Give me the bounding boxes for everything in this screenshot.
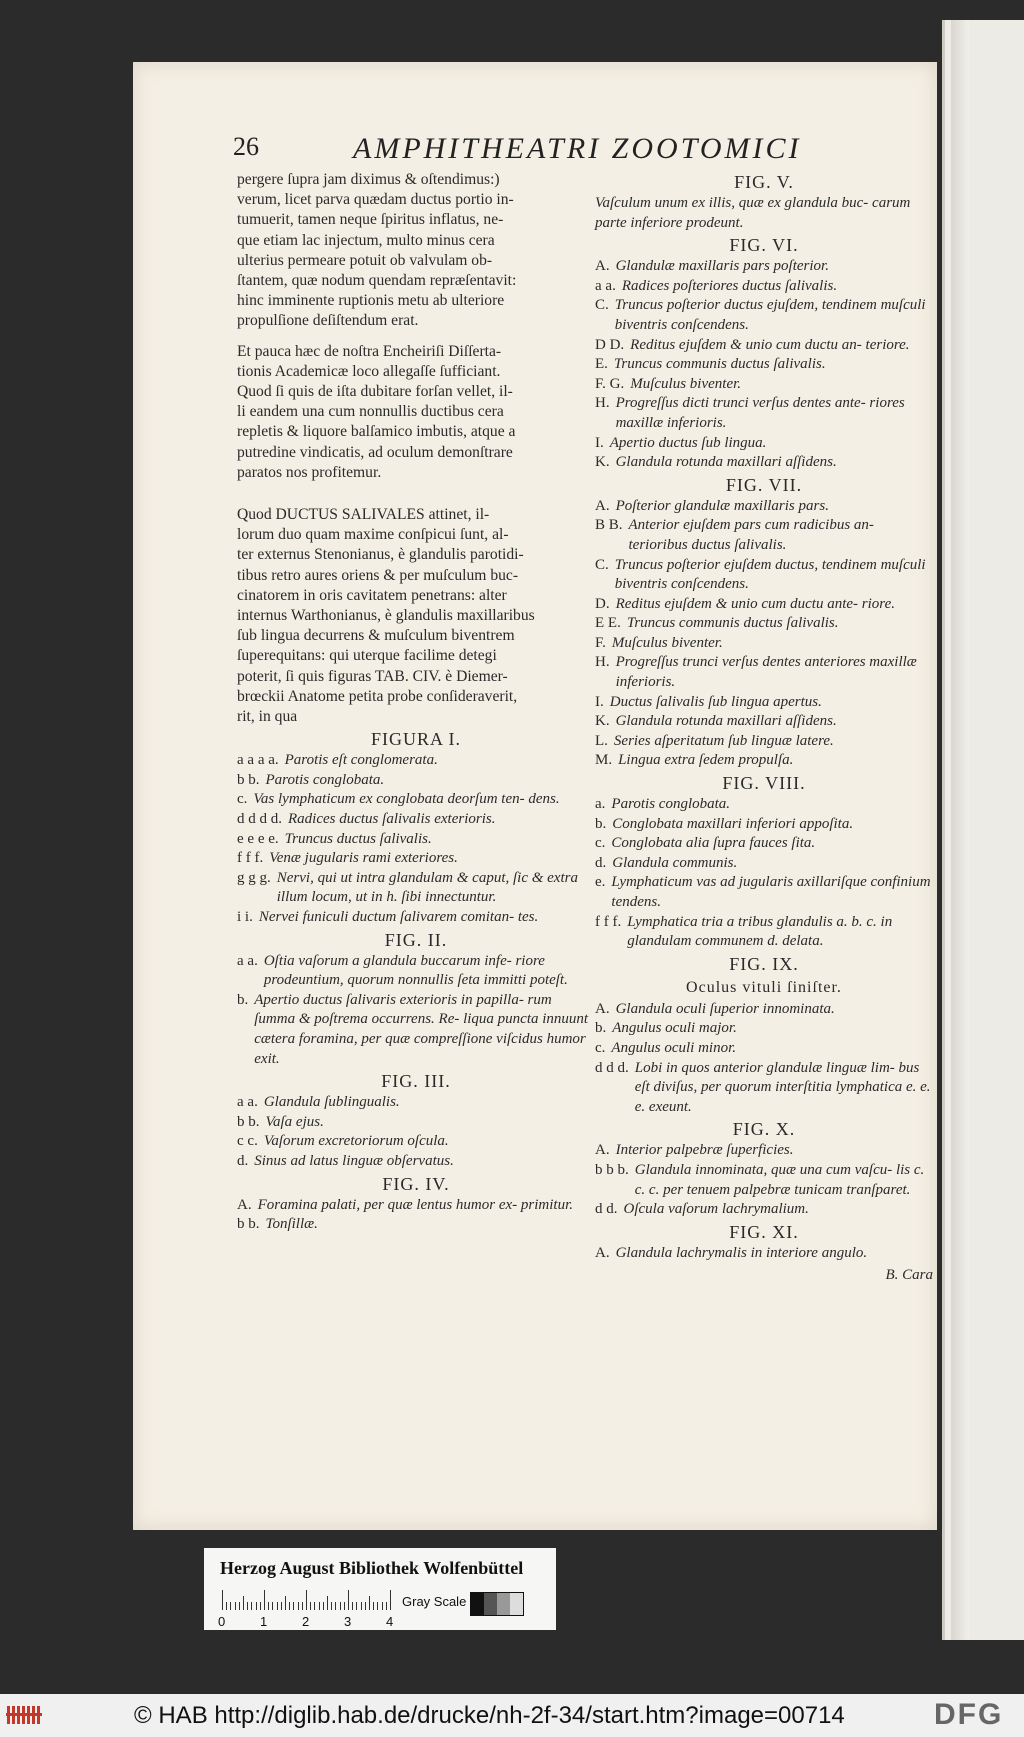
legend-entry <box>595 375 933 395</box>
ruler-tick <box>340 1602 341 1610</box>
legend-text: Series aſperitatum ſub linguæ latere. <box>613 732 834 749</box>
legend-entry <box>595 355 933 375</box>
legend-text: Poſterior glandulæ maxillaris pars. <box>615 497 829 514</box>
text-line: Quod DUCTUS SALIVALES attinet, il- <box>237 506 490 524</box>
legend-text: Glandula innominata, quæ una cum vaſcu- lis c. c. c. per tenuem palpebræ tunicam tranſparet. <box>634 1161 925 1198</box>
legend-key: d d. <box>595 1201 618 1218</box>
legend-entry <box>595 556 933 595</box>
gray-swatch <box>497 1593 510 1615</box>
legend-entry <box>237 849 595 869</box>
legend-entry <box>595 434 933 454</box>
legend-entry <box>595 1141 933 1161</box>
legend-entry <box>595 795 933 815</box>
hab-logo-icon <box>6 1704 46 1726</box>
figure-heading: FIG. VII. <box>725 474 803 495</box>
legend-entry <box>595 614 933 634</box>
book-page <box>133 62 937 1530</box>
legend-text: Tonſillæ. <box>265 1216 318 1233</box>
figure-7-block <box>595 473 933 771</box>
legend-text: Radices ductus ſalivalis exterioris. <box>288 811 496 828</box>
text-line: putredine vindicatis, ad oculum demonſtrare <box>237 443 513 461</box>
legend-key: g g g. <box>237 869 271 886</box>
legend-entry <box>237 1196 595 1216</box>
text-line: internus Warthonianus, è glandulis maxillaribus <box>237 607 535 625</box>
dfg-logo: DFG <box>934 1698 1004 1731</box>
legend-entry <box>595 751 933 771</box>
legend-entry <box>595 1161 933 1200</box>
ruler-tick <box>310 1602 311 1610</box>
legend-entry <box>595 516 933 555</box>
ruler-tick <box>239 1602 240 1610</box>
gray-scale-swatches <box>470 1592 524 1616</box>
page-number: 26 <box>233 132 259 161</box>
figure-heading: FIG. II. <box>384 929 448 950</box>
legend-entry <box>237 1152 595 1172</box>
legend-key: a a. <box>237 952 258 969</box>
fig-5-caption: Vaſculum unum ex illis, quæ ex glandula buc- carum parte inferiore prodeunt. <box>595 195 911 231</box>
figure-10-block <box>595 1117 933 1219</box>
legend-key: K. <box>595 454 610 471</box>
text-line: ſuperequitans: qui uterque facilime detegi <box>237 647 497 665</box>
legend-key: A. <box>595 258 610 275</box>
legend-key: a a. <box>237 1094 258 1111</box>
legend-text: Glandulæ maxillaris pars poſterior. <box>615 258 829 275</box>
text-line: repletis & liquore balſamico imbutis, atque a <box>237 423 516 441</box>
legend-text: Truncus poſterior ductus ejuſdem, tendinem muſculi biventris conſcendens. <box>614 297 926 333</box>
legend-key: A. <box>237 1196 252 1213</box>
legend-key: B B. <box>595 517 623 534</box>
legend-entry <box>595 1019 933 1039</box>
legend-entry <box>595 873 933 912</box>
legend-text: Vaſa ejus. <box>265 1113 324 1130</box>
legend-entry <box>595 257 933 277</box>
text-line: ſub lingua decurrens & muſculum biventrem <box>237 627 515 645</box>
legend-text: Ductus ſalivalis ſub lingua apertus. <box>609 693 822 710</box>
ruler-tick <box>235 1602 236 1610</box>
legend-key: c. <box>237 791 248 808</box>
ruler-tick <box>264 1590 265 1610</box>
fig-9-heading: FIG. IX. <box>729 953 799 974</box>
legend-key: e. <box>595 874 606 891</box>
text-line: que etiam lac injectum, multo minus cera <box>237 231 495 249</box>
legend-entry <box>237 908 595 928</box>
legend-key: b. <box>595 1020 607 1037</box>
legend-entry <box>595 854 933 874</box>
ruler-tick <box>323 1602 324 1610</box>
ruler-tick <box>369 1596 370 1610</box>
figure-heading: FIG. X. <box>732 1119 796 1140</box>
legend-key: d. <box>237 1152 249 1169</box>
legend-key: a a. <box>595 277 616 294</box>
legend-entry <box>237 810 595 830</box>
legend-entry <box>237 991 595 1069</box>
ruler-tick <box>361 1602 362 1610</box>
figure-heading: FIG. III. <box>381 1071 451 1092</box>
legend-entry <box>237 1113 595 1133</box>
legend-key: b b. <box>237 771 260 788</box>
legend-text: Truncus poſterior ejuſdem ductus, tendinem muſculi biventris conſcendens. <box>614 556 926 593</box>
text-line: ter externus Stenonianus, è glandulis parotidi- <box>237 546 524 564</box>
legend-entry <box>595 834 933 854</box>
legend-entry <box>595 693 933 713</box>
legend-key: e e e e. <box>237 830 279 847</box>
figure-4-block <box>237 1172 595 1235</box>
ruler-tick <box>344 1602 345 1610</box>
figure-heading: FIG. VI. <box>729 235 799 256</box>
legend-text: Glandula communis. <box>612 854 738 871</box>
ruler-tick <box>272 1602 273 1610</box>
figure-1-block <box>237 727 595 927</box>
facing-page-edge <box>942 20 1024 1640</box>
legend-text: Parotis conglobata. <box>611 796 731 813</box>
gray-swatch <box>510 1593 523 1615</box>
legend-key: A. <box>595 1244 610 1261</box>
legend-text: Glandula oculi ſuperior innominata. <box>615 1000 835 1017</box>
legend-key: c. <box>595 835 606 852</box>
running-head: AMPHITHEATRI ZOOTOMICI <box>353 132 802 165</box>
ruler-number: 0 <box>218 1614 226 1629</box>
text-line: hinc imminente ruptionis metu ab ulteriore <box>237 292 505 310</box>
legend-text: Apertio ductus ſalivaris exterioris in papilla- rum ſumma & poſtrema occurrens. Re- liqua puncta innuunt cætera foramina, per quæ compreſſione viſcidus humor exit. <box>254 991 589 1067</box>
ruler-tick <box>377 1602 378 1610</box>
ruler-tick <box>251 1602 252 1610</box>
legend-entry <box>595 653 933 692</box>
legend-key: H. <box>595 395 610 412</box>
ruler-tick <box>365 1602 366 1610</box>
legend-text: Angulus oculi major. <box>612 1020 737 1037</box>
legend-entry <box>595 394 933 433</box>
text-line: Quod ſi quis de iſta dubitare forſan vellet, il- <box>237 383 513 401</box>
legend-text: Oſtia vaſorum a glandula buccarum infe- riore prodeuntium, quorum nonnullis ſeta immitti poteſt. <box>263 952 568 989</box>
text-line: propulſione deſiſtendum erat. <box>237 312 419 330</box>
ruler-tick <box>348 1590 349 1610</box>
fig-9-subheading: Oculus vituli ſiniſter. <box>686 978 842 996</box>
text-line: lorum duo quam maxime conſpicui ſunt, al- <box>237 526 509 544</box>
text-line: rit, in qua <box>237 708 298 726</box>
legend-text: Reditus ejuſdem & unio cum ductu an- teriore. <box>630 336 910 353</box>
legend-text: Lymphaticum vas ad jugularis axillariſque confinium tendens. <box>611 874 931 910</box>
ruler-tick <box>256 1602 257 1610</box>
legend-text: Glandula lachrymalis in interiore angulo. <box>615 1244 868 1261</box>
legend-key: d. <box>595 854 607 871</box>
gray-scale-label: Gray Scale <box>402 1594 467 1609</box>
legend-text: Parotis conglobata. <box>265 771 385 788</box>
para-3 <box>237 505 595 727</box>
text-line: tionis Academicæ loco allegaſſe ſufficiant. <box>237 362 501 380</box>
legend-key: b. <box>595 815 607 832</box>
legend-text: Truncus communis ductus ſalivalis. <box>613 356 826 373</box>
ruler-tick <box>285 1596 286 1610</box>
legend-key: E. <box>595 356 608 373</box>
figure-heading: FIG. XI. <box>729 1221 799 1242</box>
legend-text: Apertio ductus ſub lingua. <box>609 434 767 451</box>
scale-ruler <box>222 1590 392 1610</box>
legend-key: M. <box>595 752 613 769</box>
catchword: B. Cara <box>885 1267 933 1284</box>
legend-key: E E. <box>595 615 621 632</box>
figure-2-block <box>237 928 595 1070</box>
ruler-tick <box>306 1590 307 1610</box>
gray-swatch <box>484 1593 497 1615</box>
legend-text: Muſculus biventer. <box>611 634 723 651</box>
ruler-tick <box>382 1602 383 1610</box>
text-line: li eandem una cum nonnullis ductibus cera <box>237 403 504 421</box>
legend-key: K. <box>595 713 610 730</box>
text-line: tibus retro aures oriens & per muſculum buc- <box>237 566 519 584</box>
ruler-tick <box>293 1602 294 1610</box>
legend-entry <box>595 296 933 335</box>
text-line: ulterius permeare potuit ob valvulam ob- <box>237 251 493 269</box>
legend-text: Vaſorum excretoriorum oſcula. <box>263 1133 449 1150</box>
legend-text: Progreſſus trunci verſus dentes anteriores maxillæ inferioris. <box>615 654 917 691</box>
legend-text: Lobi in quos anterior glandulæ linguæ lim- bus eſt diviſus, per quorum interſtitia lymphatica e. e. e. exeunt. <box>634 1059 931 1115</box>
figure-heading: FIG. IV. <box>382 1173 450 1194</box>
figure-heading: FIGURA I. <box>370 729 461 750</box>
legend-text: Lingua extra ſedem propulſa. <box>618 752 794 769</box>
ruler-tick <box>298 1602 299 1610</box>
legend-text: Radices poſteriores ductus ſalivalis. <box>621 277 838 294</box>
legend-entry <box>595 634 933 654</box>
ruler-number: 4 <box>386 1614 394 1629</box>
legend-text: Truncus communis ductus ſalivalis. <box>626 615 839 632</box>
legend-text: Lymphatica tria a tribus glandulis a. b. c. in glandulam communem d. delata. <box>627 913 893 950</box>
text-line: Et pauca hæc de noſtra Encheiriſi Diſſerta- <box>237 342 502 360</box>
legend-key: f f f. <box>237 850 264 867</box>
legend-key: i i. <box>237 909 253 926</box>
ruler-tick <box>230 1602 231 1610</box>
ruler-tick <box>386 1602 387 1610</box>
legend-text: Foramina palati, per quæ lentus humor ex- primitur. <box>257 1196 574 1213</box>
legend-key: b b. <box>237 1113 260 1130</box>
legend-key: L. <box>595 732 608 749</box>
ruler-number: 1 <box>260 1614 268 1629</box>
ruler-tick <box>289 1602 290 1610</box>
legend-key: C. <box>595 297 609 314</box>
legend-key: b b b. <box>595 1161 629 1178</box>
legend-text: Angulus oculi minor. <box>611 1039 737 1056</box>
legend-key: H. <box>595 654 610 671</box>
legend-entry <box>595 336 933 356</box>
legend-entry <box>237 830 595 850</box>
legend-key: d d d d. <box>237 811 282 828</box>
ruler-number: 3 <box>344 1614 352 1629</box>
ruler-tick <box>331 1602 332 1610</box>
legend-text: Glandula rotunda maxillari aſſidens. <box>615 713 837 730</box>
legend-entry <box>237 1093 595 1113</box>
para-2 <box>237 342 595 483</box>
legend-entry <box>595 1039 933 1059</box>
ruler-tick <box>356 1602 357 1610</box>
legend-entry <box>237 952 595 991</box>
ruler-tick <box>390 1590 391 1610</box>
legend-key: d d d. <box>595 1059 629 1076</box>
legend-key: c. <box>595 1039 606 1056</box>
text-line: tumuerit, tamen neque ſpiritus inflatus, ne- <box>237 211 504 229</box>
legend-key: b b. <box>237 1216 260 1233</box>
ruler-tick <box>314 1602 315 1610</box>
legend-text: Truncus ductus ſalivalis. <box>284 830 432 847</box>
legend-text: Parotis eſt conglomerata. <box>284 752 438 769</box>
ruler-tick <box>319 1602 320 1610</box>
para-1 <box>237 170 595 332</box>
figure-8-block <box>595 771 933 952</box>
legend-key: a. <box>595 796 606 813</box>
citation-link[interactable]: © HAB http://diglib.hab.de/drucke/nh-2f-34/start.htm?image=00714 <box>134 1702 845 1729</box>
legend-text: Muſculus biventer. <box>630 375 742 392</box>
legend-entry <box>595 913 933 952</box>
text-line: cinatorem in oris cavitatem penetrans: alter <box>237 586 507 604</box>
legend-text: Anterior ejuſdem pars cum radicibus an- terioribus ductus ſalivalis. <box>628 517 874 553</box>
legend-key: f f f. <box>595 913 622 930</box>
legend-key: A. <box>595 1142 610 1159</box>
ruler-tick <box>260 1602 261 1610</box>
legend-entry <box>237 869 595 908</box>
legend-text: Oſcula vaſorum lachrymalium. <box>623 1201 809 1218</box>
legend-key: A. <box>595 1000 610 1017</box>
legend-text: Vas lymphaticum ex conglobata deorſum ten- dens. <box>253 791 560 808</box>
library-name: Herzog August Bibliothek Wolfenbüttel <box>220 1558 524 1578</box>
legend-key: F. <box>595 634 606 651</box>
legend-key: I. <box>595 434 604 451</box>
legend-text: Glandula ſublingualis. <box>263 1094 400 1111</box>
legend-text: Reditus ejuſdem & unio cum ductu ante- riore. <box>615 595 895 612</box>
figure-6-block <box>595 233 933 473</box>
text-line: paratos nos profitemur. <box>237 463 382 481</box>
legend-key: c c. <box>237 1133 258 1150</box>
library-color-card <box>204 1548 556 1630</box>
ruler-tick <box>243 1596 244 1610</box>
text-line: pergere ſupra jam diximus & oſtendimus:) <box>237 171 500 188</box>
figure-3-block <box>237 1069 595 1171</box>
legend-entry <box>595 1200 933 1220</box>
ruler-tick <box>226 1602 227 1610</box>
legend-text: Nervi, qui ut intra glandulam & caput, ſic & extra illum locum, ut in h. ſibi innectuntur. <box>276 869 578 906</box>
text-line: ſtantem, quæ nodum quendam repræſentavit: <box>237 272 517 290</box>
figure-heading: FIG. VIII. <box>722 773 806 794</box>
legend-entry <box>595 815 933 835</box>
legend-text: Glandula rotunda maxillari aſſidens. <box>615 454 837 471</box>
legend-entry <box>595 497 933 517</box>
legend-entry <box>595 732 933 752</box>
legend-entry <box>595 453 933 473</box>
ruler-tick <box>247 1602 248 1610</box>
text-line: brœckii Anatome petita probe conſideraverit, <box>237 687 518 705</box>
legend-text: Nervei funiculi ductum ſalivarem comitan- tes. <box>258 909 539 926</box>
legend-key: F. G. <box>595 375 625 392</box>
legend-text: Conglobata maxillari inferiori appoſita. <box>612 815 854 832</box>
footer-bar <box>0 1694 1024 1737</box>
legend-text: Venæ jugularis rami exteriores. <box>269 850 458 867</box>
figure-9-entries <box>595 1000 933 1118</box>
legend-text: Conglobata alia ſupra fauces ſita. <box>611 835 816 852</box>
legend-entry <box>237 790 595 810</box>
legend-key: a a a a. <box>237 752 279 769</box>
right-column <box>595 170 933 1284</box>
fig-5-heading: FIG. V. <box>734 172 794 192</box>
text-line: poterit, ſi quis figuras TAB. CIV. è Diemer- <box>237 667 508 685</box>
legend-entry <box>595 712 933 732</box>
legend-entry <box>595 1059 933 1118</box>
legend-key: b. <box>237 991 249 1008</box>
gray-swatch <box>471 1593 484 1615</box>
legend-entry <box>595 277 933 297</box>
legend-key: I. <box>595 693 604 710</box>
legend-entry <box>237 1132 595 1152</box>
ruler-tick <box>373 1602 374 1610</box>
legend-text: Interior palpebræ ſuperficies. <box>615 1142 794 1159</box>
legend-entry <box>237 771 595 791</box>
text-line: verum, licet parva quædam ductus portio in- <box>237 191 514 209</box>
left-column <box>237 170 595 1235</box>
legend-key: D D. <box>595 336 625 353</box>
legend-text: Progreſſus dicti trunci verſus dentes ante- riores maxillæ inferioris. <box>615 395 905 431</box>
ruler-tick <box>302 1602 303 1610</box>
ruler-tick <box>352 1602 353 1610</box>
legend-text: Sinus ad latus linguæ obſervatus. <box>254 1152 454 1169</box>
ruler-tick <box>277 1602 278 1610</box>
ruler-tick <box>327 1596 328 1610</box>
ruler-tick <box>281 1602 282 1610</box>
page-header <box>233 132 933 172</box>
figure-11-block <box>595 1220 933 1264</box>
legend-key: A. <box>595 497 610 514</box>
legend-entry <box>595 1000 933 1020</box>
ruler-tick <box>222 1590 223 1610</box>
legend-entry <box>237 1215 595 1235</box>
ruler-tick <box>335 1602 336 1610</box>
legend-entry <box>237 751 595 771</box>
ruler-number: 2 <box>302 1614 310 1629</box>
legend-key: D. <box>595 595 610 612</box>
ruler-tick <box>268 1602 269 1610</box>
legend-entry <box>595 595 933 615</box>
legend-entry <box>595 1244 933 1264</box>
legend-key: C. <box>595 556 609 573</box>
